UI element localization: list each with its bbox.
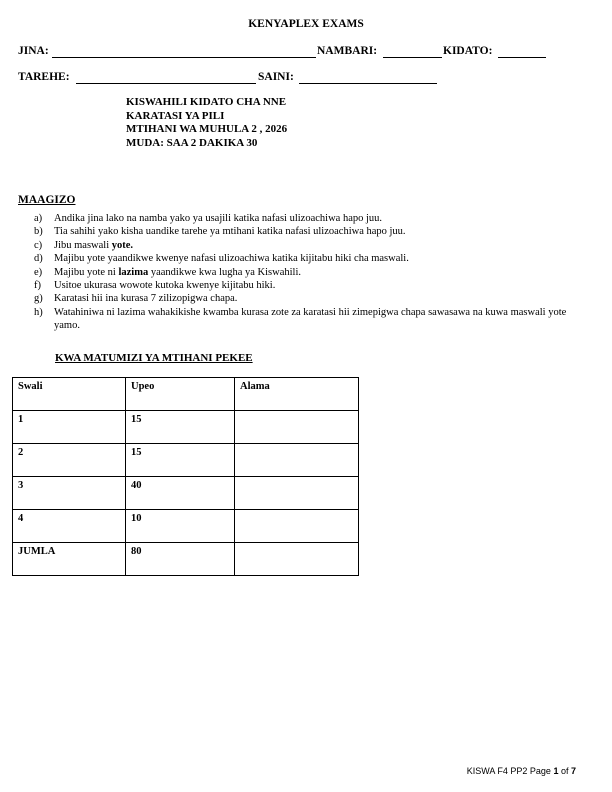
instruction-text-pre: Majibu yote yaandikwe kwenye nafasi ulizoachiwa katika kijitabu hiki cha maswali. — [54, 253, 409, 265]
instruction-item — [18, 266, 584, 279]
instruction-text-pre: Tia sahihi yako kisha uandike tarehe ya mtihani katika nafasi ulizoachiwa hapo juu. — [54, 226, 406, 238]
exam-duration: MUDA: SAA 2 DAKIKA 30 — [126, 136, 258, 149]
footer-page-number: 1 — [553, 766, 559, 776]
alama-input-cell[interactable] — [235, 444, 359, 477]
jina-field[interactable] — [52, 57, 316, 58]
nambari-field[interactable] — [383, 57, 442, 58]
exam-paper: KARATASI YA PILI — [126, 109, 225, 122]
table-cell: 10 — [126, 510, 235, 543]
instruction-text-pre: Majibu yote ni — [54, 266, 119, 278]
instruction-marker: h) — [34, 306, 43, 318]
instruction-item — [18, 252, 584, 265]
instruction-item — [18, 292, 584, 305]
table-cell: 15 — [126, 444, 235, 477]
instruction-text-pre: Andika jina lako na namba yako ya usajili katika nafasi ulizoachiwa hapo juu. — [54, 213, 383, 224]
instruction-text-pre: Usitoe ukurasa wowote kutoka kwenye kijitabu hiki. — [54, 280, 276, 292]
table-row — [13, 477, 359, 510]
instruction-item — [18, 306, 584, 333]
table-header-row — [13, 378, 359, 411]
footer-page-total: 7 — [570, 766, 576, 776]
saini-label: SAINI: — [258, 71, 294, 83]
exam-info — [126, 96, 287, 150]
table-cell: 3 — [13, 477, 126, 510]
instruction-text-post: yaandikwe kwa lugha ya Kiswahili. — [148, 266, 301, 278]
marks-table — [12, 377, 359, 576]
tarehe-label: TAREHE: — [18, 71, 70, 83]
page-footer — [467, 766, 576, 776]
table-cell: 2 — [13, 444, 126, 477]
instruction-item — [18, 239, 584, 252]
alama-input-cell[interactable] — [235, 543, 359, 576]
alama-input-cell[interactable] — [235, 510, 359, 543]
instruction-item — [18, 279, 584, 292]
instructions-heading: MAAGIZO — [18, 194, 76, 206]
table-header-cell: Upeo — [126, 378, 235, 411]
instruction-marker: a) — [34, 213, 43, 224]
footer-of: of — [558, 766, 571, 776]
instruction-marker: b) — [34, 226, 43, 238]
instruction-marker: e) — [34, 266, 43, 278]
exam-provider-title: KENYAPLEX EXAMS — [248, 18, 364, 30]
table-cell: 40 — [126, 477, 235, 510]
instruction-text-pre: Jibu maswali — [54, 239, 112, 251]
instruction-text-pre: Karatasi hii ina kurasa 7 zilizopigwa chapa. — [54, 293, 238, 305]
table-header-cell: Swali — [13, 378, 126, 411]
instruction-marker: f) — [34, 280, 41, 292]
instruction-marker: d) — [34, 253, 43, 265]
table-header-cell: Alama — [235, 378, 359, 411]
table-row — [13, 444, 359, 477]
instruction-text-bold: yote. — [111, 239, 134, 251]
tarehe-field[interactable] — [76, 83, 256, 84]
table-row — [13, 510, 359, 543]
table-cell: 1 — [13, 411, 126, 444]
instruction-marker: c) — [34, 239, 43, 251]
nambari-label: NAMBARI: — [317, 45, 378, 57]
instruction-item — [18, 212, 584, 225]
table-cell: 4 — [13, 510, 126, 543]
exam-term: MTIHANI WA MUHULA 2 , 2026 — [126, 123, 288, 135]
instruction-text-pre: Watahiniwa ni lazima wahakikishe kwamba kurasa zote za karatasi hii zimepigwa chapa sawasawa na kuwa maswali yote yamo. — [54, 306, 567, 332]
alama-input-cell[interactable] — [235, 411, 359, 444]
table-row — [13, 543, 359, 576]
table-row — [13, 411, 359, 444]
table-cell: JUMLA — [13, 543, 126, 576]
saini-field[interactable] — [299, 83, 437, 84]
kidato-label: KIDATO: — [443, 45, 493, 57]
instruction-item — [18, 225, 584, 238]
marks-table-title: KWA MATUMIZI YA MTIHANI PEKEE — [55, 352, 253, 364]
footer-code: KISWA F4 PP2 Page — [466, 766, 554, 776]
jina-label: JINA: — [18, 45, 49, 57]
alama-input-cell[interactable] — [235, 477, 359, 510]
instruction-marker: g) — [34, 293, 43, 305]
table-cell: 80 — [126, 543, 235, 576]
kidato-field[interactable] — [498, 57, 546, 58]
exam-subject: KISWAHILI KIDATO CHA NNE — [126, 96, 287, 108]
instruction-text-bold: lazima — [118, 266, 149, 278]
instructions-list — [18, 212, 584, 333]
table-cell: 15 — [126, 411, 235, 444]
